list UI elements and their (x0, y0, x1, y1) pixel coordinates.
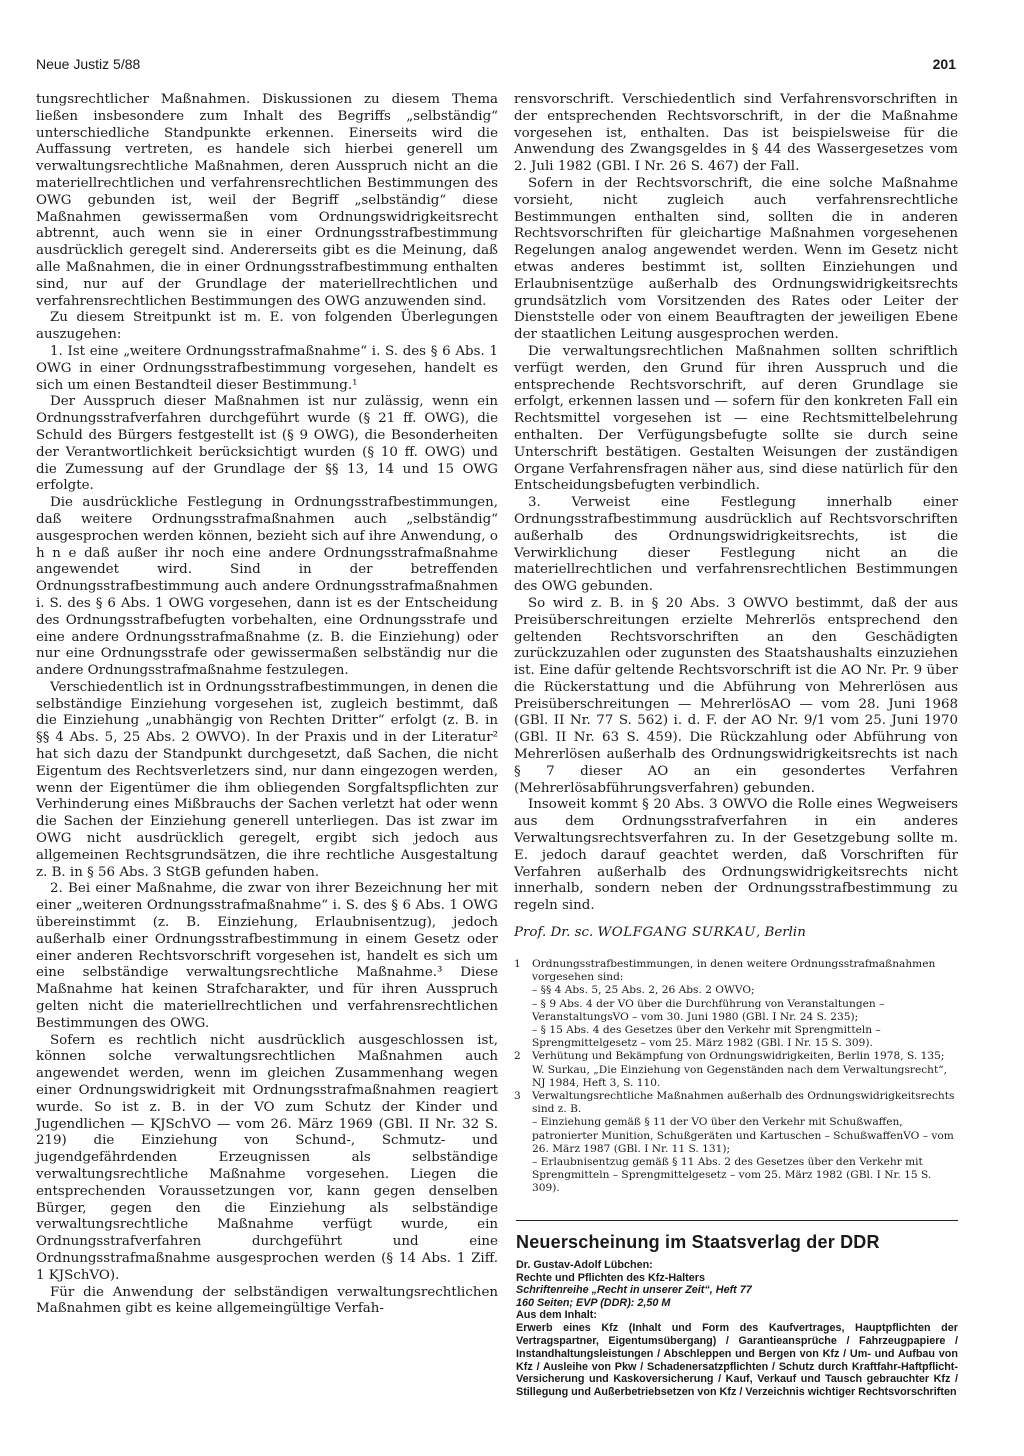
footnote-line: – § 15 Abs. 4 des Gesetzes über den Verkehr mit Sprengmitteln – Sprengmittelgesetz – vom 25. März 1982 (GBl. I Nr. 15 S. 309). (532, 1024, 881, 1050)
paragraph: Die verwaltungsrechtlichen Maßnahmen sollten schriftlich verfügt werden, den Grund für ihren Ausspruch und die entsprechende Rechtsvorschrift, auf deren Grundlage sie erfolgt, erkennen lassen und — sofern für den konkreten Fall ein Rechtsmittel vorgesehen ist — eine Rechtsmittelbelehrung enthalten. Der Verfügungsbefugte sollte sie durch seine Unterschrift bestätigen. Gestalten Weisungen der zuständigen Organe Verfahrensfragen näher aus, sind diese natürlich für den Entscheidungsbefugten verbindlich. (514, 343, 958, 494)
footnote-line: Ordnungsstrafbestimmungen, in denen weitere Ordnungsstrafmaßnahmen vorgesehen sind: (532, 958, 936, 984)
footnote-body (532, 958, 958, 1050)
paragraph: Sofern es rechtlich nicht ausdrücklich ausgeschlossen ist, können solche verwaltungsrechtlichen Maßnahmen auch angewendet werden, wenn im gleichen Zusammenhang wegen einer Ordnungswidrigkeit mit Ordnungsstrafmaßnahmen reagiert wurde. So ist z. B. in der VO zum Schutz der Kinder und Jugendlichen — KJSchVO — vom 26. März 1969 (GBl. II Nr. 32 S. 219) die Einziehung von Schund-, Schmutz- und jugendgefährdenden Erzeugnissen als selbständige verwaltungsrechtliche Maßnahme vorgesehen. Liegen die entsprechenden Voraussetzungen vor, kann gegen denselben Bürger, gegen den die Einziehung als selbständige verwaltungsrechtliche Maßnahme verfügt wurde, ein Ordnungsstrafverfahren durchgeführt und eine Ordnungsstrafmaßnahme ausgesprochen werden (§ 14 Abs. 1 Ziff. 1 KJSchVO). (36, 1032, 498, 1283)
journal-issue: Neue Justiz 5/88 (36, 56, 141, 72)
book-author: Dr. Gustav-Adolf Lübchen: (516, 1259, 653, 1271)
footnote-number: 1 (514, 958, 521, 970)
footnote (514, 958, 958, 1050)
paragraph: 1. Ist eine „weitere Ordnungsstrafmaßnahme“ i. S. des § 6 Abs. 1 OWG in einer Ordnungsstrafbestimmung vorgesehen, handelt es sich um einen Bestandteil dieser Bestimmung.¹ (36, 343, 498, 393)
book-contents: Erwerb eines Kfz (Inhalt und Form des Kaufvertrages, Hauptpflichten der Vertragspartner, Eigentumsübergang) / Garantieansprüche / Fahrzeugpapiere / Instandhaltungsleistungen / Abschleppen und Bergen von Kfz / Um- und Aufbau von Kfz / Ausleihe von Pkw / Schadenersatzpflichten / Schutz durch Kraftfahr-Haftpflicht-Versicherung und Kaskoversicherung / Kauf, Verkauf und Tausch gebrauchter Kfz / Stillegung und Außerbetriebsetzen von Kfz / Verzeichnis wichtiger Rechtsvorschriften (516, 1322, 958, 1399)
footnote-line: Verwaltungsrechtliche Maßnahmen außerhalb des Ordnungswidrigkeitsrechts sind z. B. (532, 1090, 955, 1116)
paragraph: Zu diesem Streitpunkt ist m. E. von folgenden Überlegungen auszugehen: (36, 310, 498, 343)
author-signature (514, 925, 958, 942)
signature-city: , Berlin (755, 925, 806, 941)
paragraph: So wird z. B. in § 20 Abs. 3 OWVO bestimmt, daß der aus Preisüberschreitungen erzielte Mehrerlös entsprechend den geltenden Rechtsvorschriften an den Geschädigten zurückzuzahlen oder zugunsten des Staatshaushalts einzuziehen ist. Eine dafür geltende Rechtsvorschrift ist die AO Nr. Pr. 9 über die Rückerstattung und die Abführung von Mehrerlösen aus Preisüberschreitungen — MehrerlösAO — vom 28. Juni 1968 (GBl. II Nr. 77 S. 562) i. d. F. der AO Nr. 9/1 vom 25. Juni 1970 (GBl. II Nr. 63 S. 459). Die Rückzahlung oder Abführung von Mehrerlösen außerhalb des Ordnungswidrigkeitsrechts ist nach § 7 dieser AO an ein gesondertes Verfahren (Mehrerlösabführungsverfahren) gebunden. (514, 595, 958, 796)
footnote-line: – §§ 4 Abs. 5, 25 Abs. 2, 26 Abs. 2 OWVO; (532, 984, 755, 997)
paragraph: rensvorschrift. Verschiedentlich sind Verfahrensvorschriften in der entsprechenden Rechtsvorschrift, in der die Maßnahme vorgesehen ist, enthalten. Das ist beispielsweise für die Anwendung des Zwangsgeldes in § 44 des Wassergesetzes vom 2. Juli 1982 (GBl. I Nr. 26 S. 467) der Fall. (514, 92, 958, 175)
book-announcement (516, 1232, 958, 1399)
footnote-body (532, 1090, 958, 1196)
book-series: Schriftenreihe „Recht in unserer Zeit“, Heft 77 (516, 1284, 752, 1297)
paragraph: 2. Bei einer Maßnahme, die zwar von ihrer Bezeichnung her mit einer „weiteren Ordnungsstrafmaßnahme“ i. S. des § 6 Abs. 1 OWG übereinstimmt (z. B. Einziehung, Erlaubnisentzug), jedoch außerhalb einer Ordnungsstrafbestimmung in einem Gesetz oder einer anderen Rechtsvorschrift vorgesehen ist, handelt es sich um eine selbständige verwaltungsrechtliche Maßnahme.³ Diese Maßnahme hat keinen Strafcharakter, und für ihren Ausspruch gelten nicht die materiellrechtlichen und verfahrensrechtlichen Bestimmungen des OWG. (36, 881, 498, 1031)
footnote-number: 3 (514, 1090, 521, 1103)
announcement-heading: Neuerscheinung im Staatsverlag der DDR (516, 1232, 880, 1252)
paragraph: Für die Anwendung der selbständigen verwaltungsrechtlichen Maßnahmen gibt es keine allgemeingültige Verfah- (36, 1284, 498, 1317)
book-details: 160 Seiten; EVP (DDR): 2,50 M (516, 1296, 671, 1309)
footnote-body (532, 1050, 958, 1090)
footnote (514, 1050, 958, 1090)
page-number: 201 (932, 56, 956, 72)
footnote-line: – Einziehung gemäß § 11 der VO über den Verkehr mit Schußwaffen, patronierter Munition, Schußgeräten und Kartuschen – SchußwaffenVO – vom 26. März 1987 (GBl. I Nr. 11 S. 131); (532, 1116, 954, 1155)
contents-label: Aus dem Inhalt: (516, 1309, 597, 1322)
signature-name: WOLFGANG SURKAU (597, 925, 756, 941)
paragraph: tungsrechtlicher Maßnahmen. Diskussionen zu diesem Thema ließen insbesondere zum Inhalt des Begriffs „selbständig“ unterschiedliche Standpunkte erkennen. Einerseits wird die Auffassung vertreten, es handele sich hierbei generell um verwaltungsrechtliche Maßnahmen, deren Ausspruch nicht an die materiellrechtlichen und verfahrensrechtlichen Bestimmungen des OWG gebunden ist, weil der Begriff „selbständig“ diese Maßnahmen gewissermaßen vom Ordnungswidrigkeitsrecht abtrennt, auch wenn sie in einer Ordnungsstrafbestimmung ausdrücklich geregelt sind. Andererseits gibt es die Meinung, daß alle Maßnahmen, die in einer Ordnungsstrafbestimmung enthalten sind, nur auf der Grundlage der materiellrechtlichen und verfahrensrechtlichen Bestimmungen des OWG anzuwenden sind. (36, 92, 498, 309)
paragraph: Verschiedentlich ist in Ordnungsstrafbestimmungen, in denen die selbständige Einziehung vorgesehen ist, zugleich bestimmt, daß die Einziehung „unabhängig von Rechten Dritter“ erfolgt (z. B. in §§ 4 Abs. 5, 25 Abs. 2 OWVO). In der Praxis und in der Literatur² hat sich dazu der Standpunkt durchgesetzt, daß Sachen, die nicht Eigentum des Rechtsverletzers sind, nur dann eingezogen werden, wenn der Eigentümer die ihm obliegenden Sorgfaltspflichten zur Verhinderung eines Mißbrauchs der Sachen verletzt hat oder wenn die Sachen der Einziehung generell unterliegen. Das ist zwar im OWG nicht ausdrücklich geregelt, ergibt sich jedoch aus allgemeinen Rechtsgrundsätzen, die ihre rechtliche Ausgestaltung z. B. in § 56 Abs. 3 StGB gefunden haben. (36, 679, 498, 880)
paragraph: Insoweit kommt § 20 Abs. 3 OWVO die Rolle eines Wegweisers aus dem Ordnungsstrafverfahren in ein anderes Verwaltungsrechtsverfahren zu. In der Gesetzgebung sollte m. E. jedoch darauf geachtet werden, daß Vorschriften für Verfahren außerhalb des Ordnungswidrigkeitsrechts nicht innerhalb, sondern neben der Ordnungsstrafbestimmung zu regeln sind. (514, 797, 958, 914)
paragraph: Der Ausspruch dieser Maßnahmen ist nur zulässig, wenn ein Ordnungsstrafverfahren durchgeführt wurde (§ 21 ff. OWG), die Schuld des Bürgers festgestellt ist (§ 9 OWG), die Besonderheiten der Verantwortlichkeit berücksichtigt wurden (§ 10 ff. OWG) und die Zumessung auf der Grundlage der §§ 13, 14 und 15 OWG erfolgte. (36, 394, 498, 494)
page-header (36, 56, 956, 78)
signature-prefix: Prof. Dr. sc. (514, 925, 594, 941)
footnotes (514, 958, 958, 1196)
footnote-line: Verhütung und Bekämpfung von Ordnungswidrigkeiten, Berlin 1978, S. 135; W. Surkau, „Die Einziehung von Gegenständen nach dem Verwaltungsrecht“, NJ 1984, Heft 3, S. 110. (532, 1050, 948, 1089)
right-column (514, 92, 958, 942)
paragraph: 3. Verweist eine Festlegung innerhalb einer Ordnungsstrafbestimmung ausdrücklich auf Rechtsvorschriften außerhalb des Ordnungswidrigkeitsrechts, ist die Verwirklichung dieser Festlegung nicht an die materiellrechtlichen und verfahrensrechtlichen Bestimmungen des OWG gebunden. (514, 495, 958, 595)
left-column (36, 92, 498, 1318)
book-title: Rechte und Pflichten des Kfz-Halters (516, 1271, 705, 1284)
footnote-line: – Erlaubnisentzug gemäß § 11 Abs. 2 des Gesetzes über den Verkehr mit Sprengmitteln – Sprengmittelgesetz – vom 25. März 1982 (GBl. I Nr. 15 S. 309). (532, 1156, 932, 1195)
divider-rule (516, 1220, 958, 1221)
paragraph: Sofern in der Rechtsvorschrift, die eine solche Maßnahme vorsieht, nicht zugleich auch verfahrensrechtliche Bestimmungen enthalten sind, sollten die in anderen Rechtsvorschriften für gleichartige Maßnahmen vorgesehenen Regelungen analog angewendet werden. Wenn im Gesetz nicht etwas anderes bestimmt ist, sollten Einziehungen und Erlaubnisentzüge außerhalb des Ordnungswidrigkeitsrechts grundsätzlich vom Vorsitzenden des Rates oder Leiter der Dienststelle oder von einem Beauftragten der jeweiligen Ebene der staatlichen Leitung ausgesprochen werden. (514, 175, 958, 343)
footnote-number: 2 (514, 1050, 521, 1063)
paragraph: Die ausdrückliche Festlegung in Ordnungsstrafbestimmungen, daß weitere Ordnungsstrafmaßnahmen auch „selbständig“ ausgesprochen werden können, bezieht sich auf ihre Anwendung, o h n e daß außer ihr noch eine andere Ordnungsstrafmaßnahme angewendet wird. Sind in der betreffenden Ordnungsstrafbestimmung auch andere Ordnungsstrafmaßnahmen i. S. des § 6 Abs. 1 OWG vorgesehen, dann ist es der Entscheidung des Ordnungsstrafbefugten vorbehalten, eine Ordnungsstrafe und eine andere Ordnungsstrafmaßnahme (z. B. die Einziehung) oder nur eine Ordnungsstrafe oder gewissermaßen selbständig nur die andere Ordnungsstrafmaßnahme festzulegen. (36, 495, 498, 679)
footnote-line: – § 9 Abs. 4 der VO über die Durchführung von Veranstaltungen – VeranstaltungsVO – vom 30. Juni 1980 (GBl. I Nr. 24 S. 235); (532, 997, 885, 1023)
footnote (514, 1090, 958, 1196)
